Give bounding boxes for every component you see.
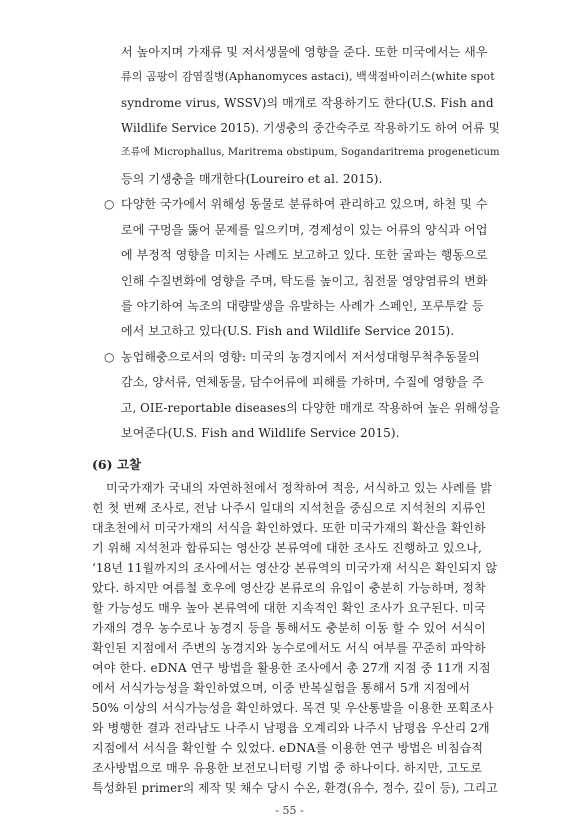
text-line: syndrome virus, WSSV)의 매개로 작용하기도 한다(U.S. Fish and (121, 96, 494, 110)
text-line: 에 부정적 영향을 미치는 사례도 보고하고 있다. 또한 굴파는 행동으로 (121, 248, 488, 262)
bullet-marker: ○ (104, 350, 115, 364)
text-line: 와 병행한 결과 전라남도 나주시 남평읍 오계리와 나주시 남평읍 우산리 2개 (92, 721, 490, 735)
text-line: 감소, 양서류, 연체동물, 담수어류에 피해를 가하며, 수질에 영향을 주 (121, 375, 484, 389)
text-line: 대초천에서 미국가재의 서식을 확인하였다. 또한 미국가재의 확산을 확인하 (92, 521, 486, 535)
section-heading: (6) 고찰 (92, 457, 142, 472)
text-line: 가재의 경우 농수로나 농경지 등을 통해서도 충분히 이동 할 수 있어 서식이 (92, 621, 486, 635)
bullet-marker: ○ (104, 197, 115, 211)
text-line: 보여준다(U.S. Fish and Wildlife Service 2015). (121, 426, 400, 440)
text-line: 를 야기하여 녹조의 대량발생을 유발하는 사례가 스페인, 포루투칼 등 (121, 299, 484, 313)
text-line: 미국가재가 국내의 자연하천에서 정착하여 적응, 서식하고 있는 사례를 밝 (106, 481, 492, 495)
text-line: 50% 이상의 서식가능성을 확인하였다. 목견 및 우산통발을 이용한 포획조사 (92, 701, 494, 715)
text-line: 기 위해 지석천과 합류되는 영산강 본류역에 대한 조사도 진행하고 있으나, (92, 541, 482, 555)
text-line: 지점에서 서식을 확인할 수 있었다. eDNA를 이용한 연구 방법은 비침습적 (92, 741, 484, 755)
text-line: 힌 첫 번째 조사로, 전남 나주시 일대의 지석천을 중심으로 지석천의 지류인 (92, 501, 486, 515)
text-line: 조류에 Microphallus, Maritrema obstipum, Sogandaritrema progeneticum (121, 147, 500, 158)
text-line: 로에 구멍을 뚫어 문제를 일으키며, 경제성이 있는 어류의 양식과 어업 (121, 223, 488, 237)
text-line: 확인된 지점에서 주변의 농경지와 농수로에서도 서식 여부를 꾸준히 파악하 (92, 641, 486, 655)
text-line: 에서 보고하고 있다(U.S. Fish and Wildlife Service 2015). (121, 324, 455, 338)
text-line: 다양한 국가에서 위해성 동물로 분류하여 관리하고 있으며, 하천 및 수 (121, 197, 488, 211)
text-line: 았다. 하지만 여름철 호우에 영산강 본류로의 유입이 충분히 가능하며, 정착 (92, 581, 486, 595)
text-line: 농업해충으로서의 영향: 미국의 농경지에서 저서성대형무척추동물의 (121, 350, 480, 364)
text-line: ‘18년 11월까지의 조사에서는 영산강 본류역의 미국가재 서식은 확인되지 않 (92, 561, 498, 575)
text-line: 류의 곰팡이 감염질병(Aphanomyces astaci), 백색점바이러스(white spot (121, 70, 495, 83)
text-line: 조사방법으로 매우 유용한 보전모니터링 기법 중 하나이다. 하지만, 고도로 (92, 761, 482, 775)
text-line: 할 가능성도 매우 높아 본류역에 대한 지속적인 확인 조사가 요구된다. 미국 (92, 601, 486, 615)
text-line: 에서 서식가능성을 확인하였으며, 이중 반복실험을 통해서 5개 지점에서 (92, 681, 471, 695)
text-line: 등의 기생충을 매개한다(Loureiro et al. 2015). (121, 172, 383, 186)
text-line: 인해 수질변화에 영향을 주며, 탁도를 높이고, 침전물 영양염류의 변화 (121, 274, 488, 288)
text-line: 특성화된 primer의 제작 및 채수 당시 수온, 환경(유수, 정수, 깊이 등), 그리고 (92, 781, 498, 795)
page-number: - 55 - (275, 804, 304, 817)
text-line: 서 높아지며 가재류 및 저서생물에 영향을 준다. 또한 미국에서는 새우 (121, 45, 488, 59)
text-line: Wildlife Service 2015). 기생충의 중간숙주로 작용하기도 하여 어류 및 (121, 121, 500, 135)
text-line: 여야 한다. eDNA 연구 방법을 활용한 조사에서 총 27개 지점 중 11개 지점 (92, 661, 491, 675)
text-line: 고, OIE-reportable diseases의 다양한 매개로 작용하여 높은 위해성을 (121, 401, 501, 415)
